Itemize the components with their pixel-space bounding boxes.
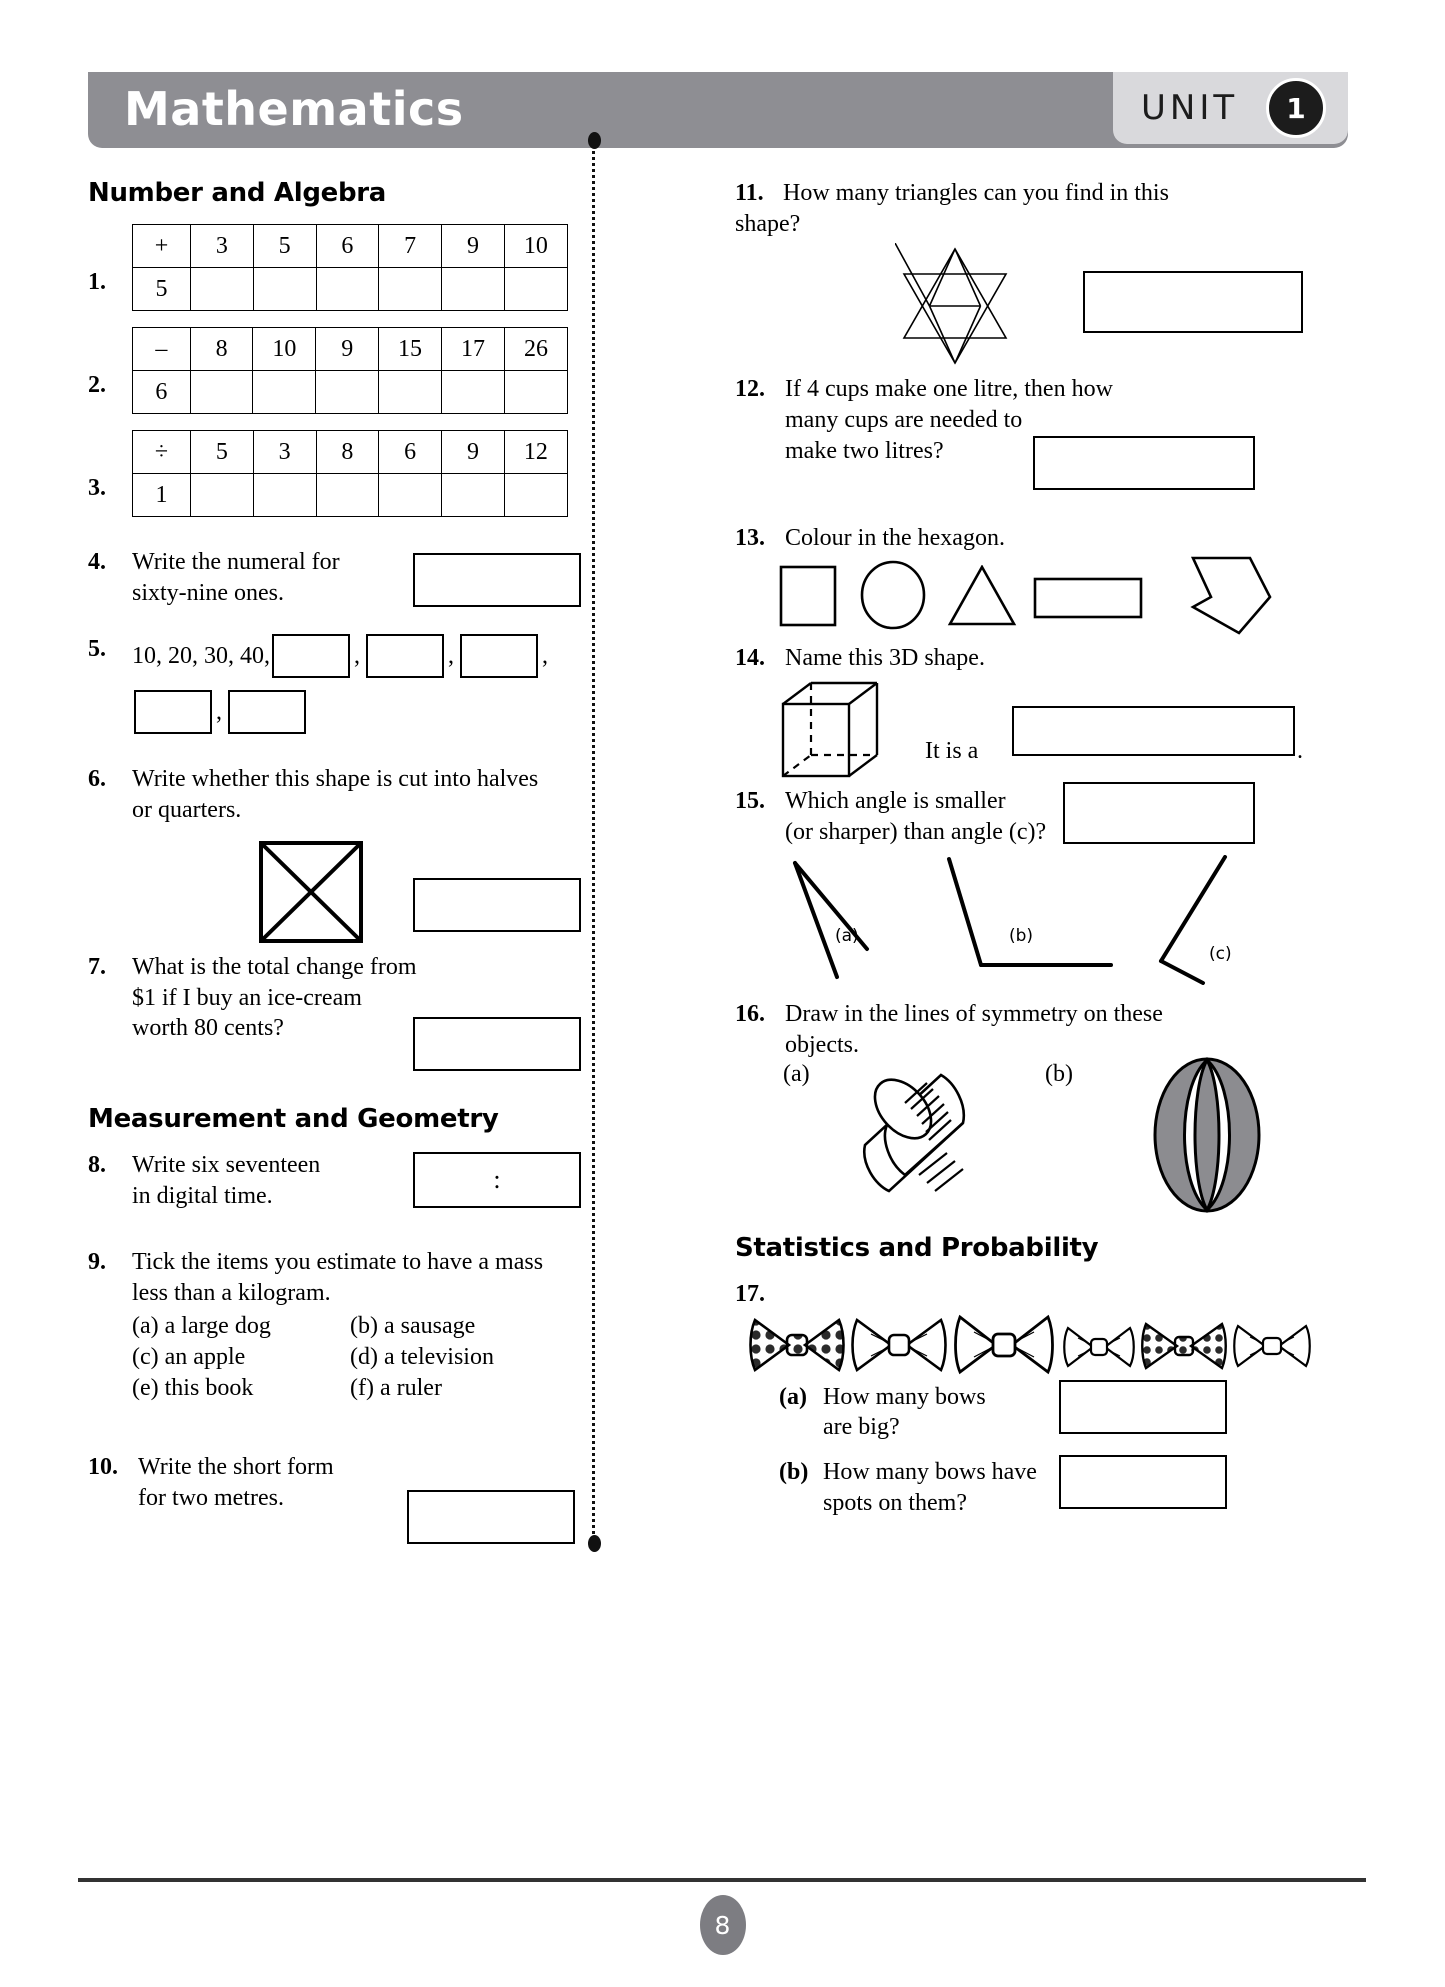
square-divided-diagonals-icon [258,840,368,946]
column-divider [592,140,595,1540]
question-7-line2: $1 if I buy an ice-cream [132,984,362,1011]
question-4-body [132,547,568,608]
q1-answer-cell[interactable] [253,268,316,311]
q1-header-cell: 9 [442,225,505,268]
question-15-angles-area [735,849,1350,999]
q2-header-cell: 9 [316,328,379,371]
question-4 [88,547,568,608]
svg-text:(b): (b) [1009,926,1034,947]
question-9-option-a[interactable]: (a) a large dog [132,1312,271,1339]
bow-icon-small-plain [1063,1324,1135,1370]
question-14 [735,643,1350,674]
question-8-line1: Write six seventeen [132,1152,321,1179]
q2-operand: 6 [133,371,191,414]
question-16-label-b: (b) [1045,1060,1073,1087]
question-14-number: 14. [735,645,765,672]
q2-header-cell: 10 [253,328,316,371]
question-16-body [785,999,1350,1060]
question-3-table [132,430,568,517]
q2-answer-cell[interactable] [316,371,379,414]
q1-answer-cell[interactable] [190,268,253,311]
question-9-option-b[interactable]: (b) a sausage [350,1312,476,1339]
q2-header-cell: 8 [190,328,253,371]
question-17-number: 17. [735,1280,765,1307]
q3-operand: 1 [133,474,191,517]
q3-answer-cell[interactable] [379,474,442,517]
angle-c-icon [1147,855,1297,985]
question-5-sequence-line2 [132,690,568,734]
section-heading-statistics-probability: Statistics and Probability [735,1232,1099,1263]
question-8-answer-box[interactable] [413,1152,581,1208]
question-9-body [132,1247,568,1404]
leaf-ellipse-icon [1151,1057,1263,1213]
question-16-number: 16. [735,1001,765,1028]
q1-answer-cell[interactable] [316,268,379,311]
question-6 [88,764,568,825]
question-14-line1: Name this 3D shape. [785,645,985,672]
question-4-line1: Write the numeral for [132,549,340,575]
question-3-number: 3. [88,475,106,501]
bow-icon-big-spotted [749,1314,845,1376]
digital-time-colon: : [493,1165,501,1195]
question-2 [88,327,568,414]
question-5-given-numbers: 10, 20, 30, 40, [132,643,270,670]
question-11-number: 11. [735,180,764,206]
svg-text:(a): (a) [835,926,859,947]
question-13-line1: Colour in the hexagon. [785,524,1005,551]
q2-answer-cell[interactable] [190,371,253,414]
footer-divider [78,1878,1366,1882]
question-17-bows-row [749,1310,1350,1382]
question-2-number: 2. [88,372,106,398]
question-17-part-b-line1: How many bows have [823,1459,1037,1486]
question-6-line1: Write whether this shape is cut into halves [132,766,539,793]
q3-answer-cell[interactable] [190,474,253,517]
question-5 [88,634,568,734]
question-14-suffix: . [1297,738,1303,765]
left-column [88,178,568,1534]
question-16-line1: Draw in the lines of symmetry on these [785,1001,1163,1028]
question-1 [88,224,568,311]
question-17 [735,1279,1350,1310]
q2-answer-cell[interactable] [379,371,442,414]
q3-header-cell: 12 [504,431,567,474]
question-14-answer-box[interactable] [1012,706,1295,756]
page-header [88,72,1348,148]
question-12-line2: many cups are needed to [785,407,1023,434]
triangle-shape-icon[interactable] [947,565,1017,627]
question-8-line2: in digital time. [132,1182,273,1209]
question-5-blank[interactable] [134,690,212,734]
question-14-figure-area [735,676,1350,786]
question-11-answer-box[interactable] [1083,271,1303,333]
question-17-part-a-answer-box[interactable] [1059,1380,1227,1434]
question-3 [88,430,568,517]
q2-header-cell: 17 [442,328,505,371]
q2-header-cell: 26 [505,328,568,371]
question-14-body [785,643,1350,674]
question-5-blank[interactable] [228,690,306,734]
question-13-number: 13. [735,524,765,551]
q3-header-cell: 6 [379,431,442,474]
question-9-option-e[interactable]: (e) this book [132,1375,254,1402]
question-10-answer-box[interactable] [407,1490,575,1544]
bow-icon-big-plain [851,1314,947,1376]
question-6-body [132,764,568,825]
question-12-body [785,374,1350,466]
question-1-table [132,224,568,311]
question-16-label-a: (a) [783,1060,810,1087]
cylinder-lipstick-icon [823,1069,1033,1209]
q1-operator: + [133,225,191,268]
q3-answer-cell[interactable] [442,474,505,517]
question-6-answer-box[interactable] [413,878,581,932]
question-12-number: 12. [735,376,765,403]
question-10-body [138,1452,568,1513]
q2-operator: – [133,328,191,371]
question-9-option-d[interactable]: (d) a television [350,1344,494,1371]
question-5-sequence-line1 [132,634,568,678]
divider-dot-bottom [588,1535,601,1552]
q1-header-cell: 6 [316,225,379,268]
bow-icon-big-plain [954,1312,1054,1378]
question-8 [88,1150,568,1211]
question-5-comma: , [354,643,360,670]
question-16 [735,999,1350,1060]
question-17-part-b-body [823,1457,1350,1518]
question-17-part-a-label: (a) [779,1383,807,1410]
question-12 [735,374,1350,466]
question-6-line2: or quarters. [132,797,242,824]
question-11-line2: shape? [735,210,801,237]
question-16-line2: objects. [785,1032,859,1059]
question-12-line1: If 4 cups make one litre, then how [785,376,1113,403]
question-5-comma: , [448,643,454,670]
question-13-body [785,523,1350,554]
question-7-body [132,952,568,1044]
q3-answer-cell[interactable] [504,474,567,517]
question-4-line2: sixty-nine ones. [132,579,284,606]
q2-answer-cell[interactable] [505,371,568,414]
page-title: Mathematics [124,81,464,136]
question-9-options [132,1311,568,1405]
q1-answer-cell[interactable] [379,268,442,311]
question-15 [735,786,1350,847]
q2-answer-cell[interactable] [253,371,316,414]
question-9-option-f[interactable]: (f) a ruler [350,1375,442,1402]
question-17-part-b-label: (b) [779,1459,809,1486]
svg-text:(c): (c) [1209,944,1232,965]
question-9-number: 9. [88,1249,106,1276]
question-7-number: 7. [88,953,106,980]
question-5-blank[interactable] [366,634,444,678]
question-6-number: 6. [88,766,106,793]
q2-answer-cell[interactable] [442,371,505,414]
question-12-line3: make two litres? [785,437,944,464]
question-17-part-b-line2: spots on them? [823,1489,967,1516]
question-13 [735,523,1350,554]
rectangle-shape-icon[interactable] [1033,577,1143,621]
cube-shape-icon [779,678,889,782]
q3-header-cell: 9 [442,431,505,474]
unit-label: UNIT [1141,88,1239,128]
question-15-number: 15. [735,788,765,815]
question-15-line1: Which angle is smaller [785,788,1006,815]
question-15-line2: (or sharper) than angle (c)? [785,818,1047,845]
divider-dot-top [588,132,601,149]
question-11-figure-area [735,239,1350,374]
question-10-line2: for two metres. [138,1485,284,1512]
q2-header-cell: 15 [379,328,442,371]
q1-header-cell: 10 [504,225,567,268]
question-8-number: 8. [88,1152,106,1179]
angle-b-icon [929,855,1119,985]
q3-header-cell: 8 [316,431,379,474]
question-17-part-b-answer-box[interactable] [1059,1455,1227,1509]
question-15-answer-box[interactable] [1063,782,1255,844]
question-5-comma: , [216,699,222,726]
q1-header-cell: 7 [379,225,442,268]
question-17-part-a-line2: are big? [823,1414,900,1441]
question-10-line1: Write the short form [138,1454,334,1481]
section-heading-number-algebra: Number and Algebra [88,178,387,208]
q1-header-cell: 3 [190,225,253,268]
hexagon-shape-icon[interactable] [1165,555,1275,639]
question-16-figures-area [735,1060,1350,1223]
page-number-badge: 8 [700,1895,746,1955]
right-column [735,178,1350,1539]
circle-shape-icon[interactable] [859,559,927,631]
square-shape-icon[interactable] [779,565,837,627]
question-8-body [132,1150,568,1211]
q3-header-cell: 5 [190,431,253,474]
q1-answer-cell[interactable] [504,268,567,311]
question-12-answer-box[interactable] [1033,436,1255,490]
question-17-part-a [779,1382,1350,1443]
question-2-table [132,327,568,414]
question-5-comma: , [542,643,548,670]
unit-pill [1113,72,1348,144]
unit-number-badge: 1 [1266,78,1326,138]
question-4-number: 4. [88,549,106,575]
question-17-part-a-body [823,1382,1350,1443]
q1-operand: 5 [133,268,191,311]
question-10 [88,1452,568,1513]
question-7 [88,952,568,1044]
bow-icon-small-plain [1233,1322,1311,1370]
question-17-body [785,1279,1350,1310]
q3-operator: ÷ [133,431,191,474]
question-1-number: 1. [88,269,106,295]
question-9-line1: Tick the items you estimate to have a mass [132,1249,544,1276]
question-6-figure-area [88,832,568,952]
q1-answer-cell[interactable] [442,268,505,311]
q3-header-cell: 3 [253,431,316,474]
question-17-part-b [779,1457,1350,1518]
angle-a-icon [783,855,903,985]
star-of-david-triangles-icon [895,243,1015,369]
question-9-line2: less than a kilogram. [132,1280,331,1307]
question-7-answer-box[interactable] [413,1017,581,1071]
question-5-body [132,634,568,734]
question-11 [735,178,1350,239]
question-5-number: 5. [88,636,106,663]
question-17-part-a-line1: How many bows [823,1383,986,1410]
question-4-answer-box[interactable] [413,553,581,607]
bow-icon-small-spotted [1141,1320,1227,1372]
question-9-option-c[interactable]: (c) an apple [132,1344,246,1371]
question-7-line1: What is the total change from [132,953,417,980]
question-11-line1: How many triangles can you find in this [783,180,1169,206]
question-5-blank[interactable] [460,634,538,678]
question-13-shapes [779,555,1350,643]
question-10-number: 10. [88,1454,118,1481]
q3-answer-cell[interactable] [316,474,379,517]
question-5-blank[interactable] [272,634,350,678]
question-15-body [785,786,1350,847]
section-heading-measurement-geometry: Measurement and Geometry [88,1104,499,1135]
question-9 [88,1247,568,1404]
q3-answer-cell[interactable] [253,474,316,517]
question-7-line3: worth 80 cents? [132,1015,284,1042]
q1-header-cell: 5 [253,225,316,268]
question-14-prefix: It is a [925,738,979,765]
